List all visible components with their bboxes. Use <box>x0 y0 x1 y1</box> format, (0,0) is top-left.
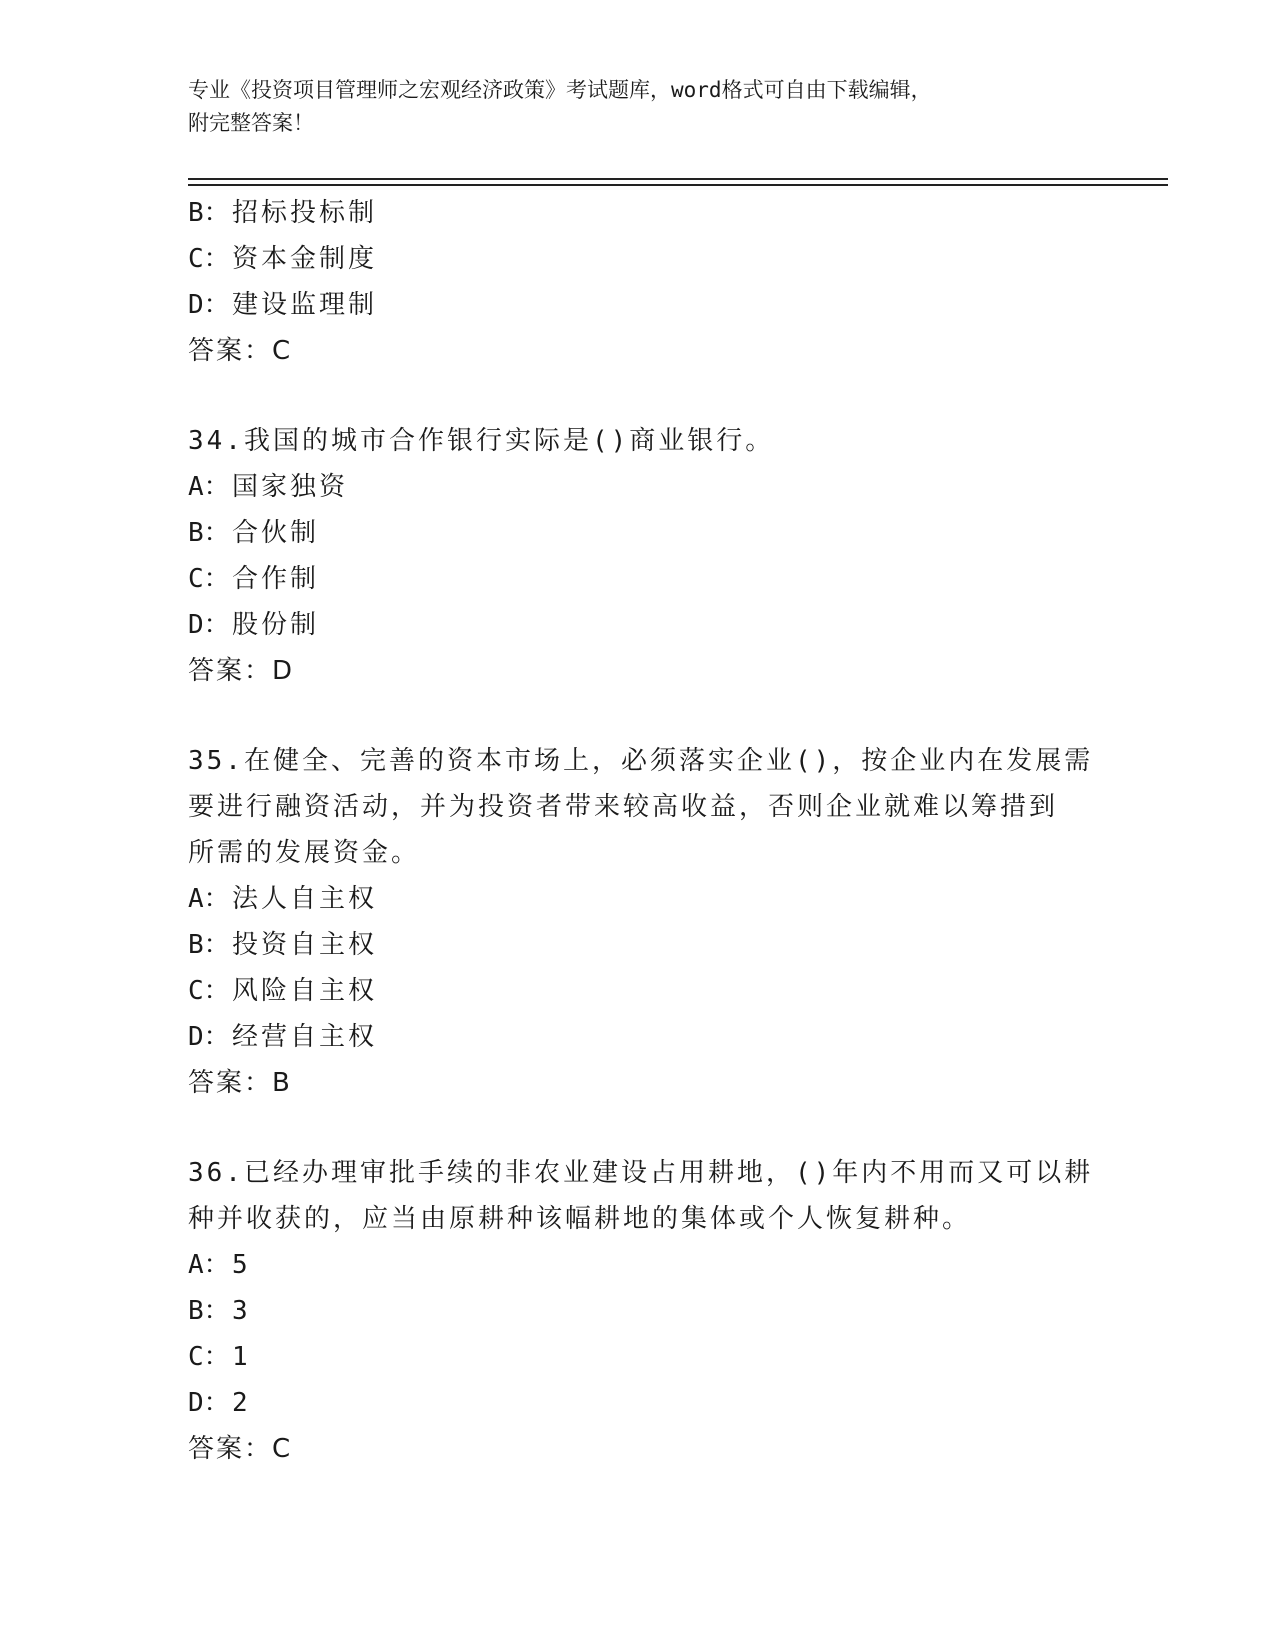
option-key: A： <box>188 1250 230 1280</box>
option-text: 1 <box>232 1342 251 1372</box>
option-key: C： <box>188 976 230 1006</box>
answer: 答案：D <box>188 656 295 686</box>
option-key: C： <box>188 244 230 274</box>
option-d <box>188 1380 1088 1426</box>
question-stem: 要进行融资活动，并为投资者带来较高收益，否则企业就难以筹措到 <box>188 792 1059 822</box>
question-stem: 34.我国的城市合作银行实际是()商业银行。 <box>188 426 775 456</box>
option-text: 招标投标制 <box>232 198 378 228</box>
option-key: B： <box>188 518 230 548</box>
option-text: 3 <box>232 1296 251 1326</box>
header-line: 专业《投资项目管理师之宏观经济政策》考试题库，word格式可自由下载编辑， <box>188 78 932 102</box>
header-divider <box>188 178 1168 180</box>
option-b <box>188 922 1088 968</box>
option-key: D： <box>188 1022 230 1052</box>
option-text: 合作制 <box>232 564 320 594</box>
option-text: 合伙制 <box>232 518 320 548</box>
option-a <box>188 876 1088 922</box>
option-a <box>188 1242 1088 1288</box>
option-text: 经营自主权 <box>232 1022 378 1052</box>
option-text: 2 <box>232 1388 251 1418</box>
option-c <box>188 1334 1088 1380</box>
option-c <box>188 968 1088 1014</box>
option-key: C： <box>188 1342 230 1372</box>
option-a <box>188 464 1088 510</box>
question-continuation <box>188 190 1088 374</box>
option-key: B： <box>188 198 230 228</box>
question-stem: 36.已经办理审批手续的非农业建设占用耕地，()年内不用而又可以耕 <box>188 1158 1094 1188</box>
question-stem: 种并收获的，应当由原耕种该幅耕地的集体或个人恢复耕种。 <box>188 1204 972 1234</box>
option-text: 风险自主权 <box>232 976 378 1006</box>
option-key: C： <box>188 564 230 594</box>
option-text: 投资自主权 <box>232 930 378 960</box>
option-b <box>188 510 1088 556</box>
header-divider <box>188 184 1168 186</box>
option-d <box>188 602 1088 648</box>
question-list <box>188 190 1094 1472</box>
option-c <box>188 236 1088 282</box>
answer: 答案：C <box>188 1434 293 1464</box>
option-b <box>188 190 1088 236</box>
option-key: B： <box>188 930 230 960</box>
option-key: B： <box>188 1296 230 1326</box>
header-line: 附完整答案！ <box>188 111 314 135</box>
answer: 答案：C <box>188 336 293 366</box>
question-stem: 35.在健全、完善的资本市场上，必须落实企业()，按企业内在发展需 <box>188 746 1094 776</box>
option-key: D： <box>188 1388 230 1418</box>
answer: 答案：B <box>188 1068 292 1098</box>
option-c <box>188 556 1088 602</box>
option-d <box>188 282 1088 328</box>
option-text: 法人自主权 <box>232 884 378 914</box>
option-key: A： <box>188 472 230 502</box>
option-d <box>188 1014 1088 1060</box>
option-text: 5 <box>232 1250 251 1280</box>
question-35 <box>188 738 1094 1106</box>
question-stem: 所需的发展资金。 <box>188 838 421 868</box>
option-text: 建设监理制 <box>232 290 378 320</box>
question-34 <box>188 418 1088 694</box>
option-text: 国家独资 <box>232 472 349 502</box>
question-36 <box>188 1150 1094 1472</box>
document-header <box>188 74 1068 140</box>
option-b <box>188 1288 1088 1334</box>
option-key: D： <box>188 290 230 320</box>
option-text: 资本金制度 <box>232 244 378 274</box>
option-key: D： <box>188 610 230 640</box>
option-key: A： <box>188 884 230 914</box>
option-text: 股份制 <box>232 610 320 640</box>
